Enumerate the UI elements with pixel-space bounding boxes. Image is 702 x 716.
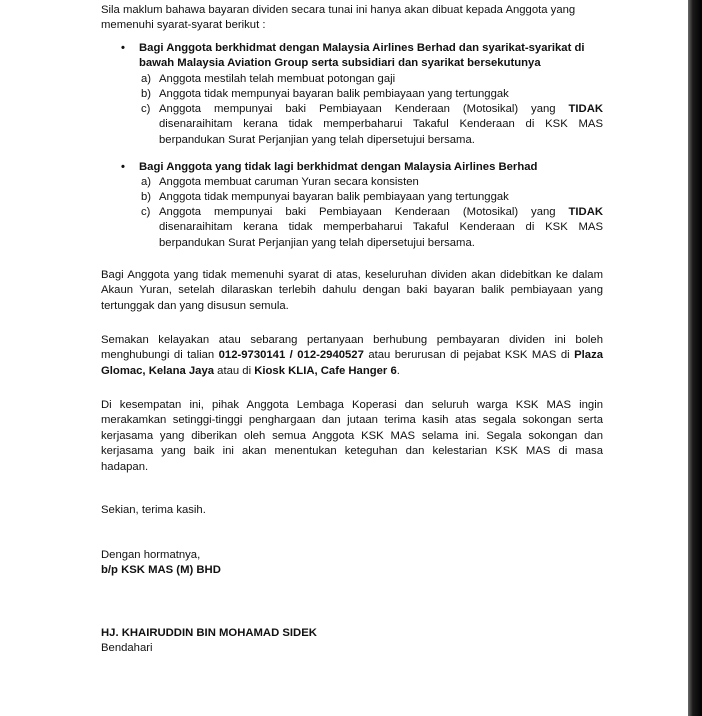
location-kiosk: Kiosk KLIA, Cafe Hanger 6 [254, 364, 397, 377]
item-text-emphasis: TIDAK [568, 103, 604, 115]
salutation: Dengan hormatnya, [101, 549, 201, 561]
location-glomac: Glomac, Kelana Jaya [101, 364, 215, 377]
debit-line-1: Bagi Anggota yang tidak memenuhi syarat di atas, keseluruhan dividen akan didebitkan ke dalam [101, 269, 603, 281]
item-label: a) [141, 73, 152, 85]
item-text-line-1: Anggota mempunyai baki Pembiayaan Kenderaan (Motosikal) yang [159, 103, 556, 115]
thanks-line-1: Di kesempatan ini, pihak Anggota Lembaga Koperasi dan seluruh warga KSK MAS ingin [101, 399, 603, 411]
item-label: c) [141, 103, 151, 115]
bullet-icon: • [121, 161, 125, 173]
item-label: b) [141, 88, 152, 100]
intro-paragraph [101, 3, 603, 34]
contact-line-3 [101, 364, 603, 379]
contact-text: atau di [214, 364, 255, 377]
item-text [159, 205, 603, 251]
thanks-paragraph [101, 398, 603, 475]
intro-line-2: memenuhi syarat-syarat berikut : [101, 19, 266, 32]
item-label: b) [141, 191, 152, 203]
debit-paragraph [101, 268, 603, 314]
item-text: Anggota tidak mempunyai bayaran balik pembiayaan yang tertunggak [159, 191, 509, 203]
bullet-icon: • [121, 42, 125, 54]
item-text-line-2: disenaraihitam kerana tidak memperbaharui Takaful Kenderaan di KSK MAS [159, 118, 603, 131]
contact-text: . [396, 364, 400, 377]
item-text: Anggota mestilah telah membuat potongan gaji [159, 73, 396, 85]
item-text-line-3: berpandukan Surat Perjanjian yang telah dipersetujui bersama. [159, 236, 475, 249]
contact-text: menghubungi di talian [101, 349, 219, 362]
section1-heading-line-2: bawah Malaysia Aviation Group serta subsidiari dan syarikat bersekutunya [139, 57, 541, 70]
organization: b/p KSK MAS (M) BHD [101, 564, 221, 577]
phone-numbers: 012-9730141 / 012-2940527 [218, 349, 364, 362]
signoff-block [101, 548, 603, 579]
debit-line-2: Akaun Yuran, setelah dilaraskan terlebih dahulu dengan baki bayaran balik pembiayaan yang [101, 284, 603, 297]
closing-line: Sekian, terima kasih. [101, 504, 206, 516]
item-text: Anggota tidak mempunyai bayaran balik pembiayaan yang tertunggak [159, 88, 509, 100]
contact-line-2 [101, 348, 603, 363]
list-item [141, 175, 603, 190]
contact-line-1: Semakan kelayakan atau sebarang pertanyaan berhubung pembayaran dividen ini boleh [101, 334, 603, 346]
item-label: a) [141, 176, 152, 188]
list-item [141, 205, 603, 251]
contact-paragraph [101, 333, 603, 379]
section2-heading [121, 160, 613, 175]
item-text-line-3: berpandukan Surat Perjanjian yang telah dipersetujui bersama. [159, 133, 475, 146]
signatory-block [101, 626, 603, 657]
signatory-name: HJ. KHAIRUDDIN BIN MOHAMAD SIDEK [101, 627, 317, 639]
section1-heading-line-1: Bagi Anggota berkhidmat dengan Malaysia Airlines Berhad dan syarikat-syarikat di [139, 42, 585, 54]
signatory-title: Bendahari [101, 642, 153, 655]
thanks-line-4: kerjasama yang baik ini akan menentukan keteguhan dan kelestarian KSK MAS di masa [101, 445, 603, 458]
item-text: Anggota membuat caruman Yuran secara konsisten [159, 176, 419, 188]
list-item [141, 72, 603, 87]
list-item [141, 87, 603, 102]
item-text [159, 102, 603, 148]
list-item [141, 190, 603, 205]
page-edge-shadow [688, 0, 702, 716]
intro-line-1: Sila maklum bahawa bayaran dividen secara tunai ini hanya akan dibuat kepada Anggota yang [101, 4, 576, 16]
list-item [141, 102, 603, 148]
item-label: c) [141, 206, 151, 218]
section2-heading-line-1: Bagi Anggota yang tidak lagi berkhidmat dengan Malaysia Airlines Berhad [139, 161, 538, 173]
item-text-emphasis: TIDAK [568, 206, 604, 218]
thanks-line-2: merakamkan setinggi-tinggi penghargaan dan jutaan terima kasih atas segala sokongan serta [101, 414, 603, 427]
location-plaza: Plaza [574, 349, 603, 362]
thanks-line-3: kerjasama yang diberikan oleh semua Anggota KSK MAS selama ini. Segala sokongan dan [101, 429, 603, 442]
section1-heading [121, 41, 613, 72]
item-text-line-2: disenaraihitam kerana tidak memperbaharui Takaful Kenderaan di KSK MAS [159, 221, 603, 234]
contact-text: atau berurusan di pejabat KSK MAS di [363, 349, 575, 362]
debit-line-3: tertunggak dan yang disusun semula. [101, 299, 289, 312]
thanks-line-5: hadapan. [101, 460, 149, 473]
item-text-line-1: Anggota mempunyai baki Pembiayaan Kenderaan (Motosikal) yang [159, 206, 556, 218]
